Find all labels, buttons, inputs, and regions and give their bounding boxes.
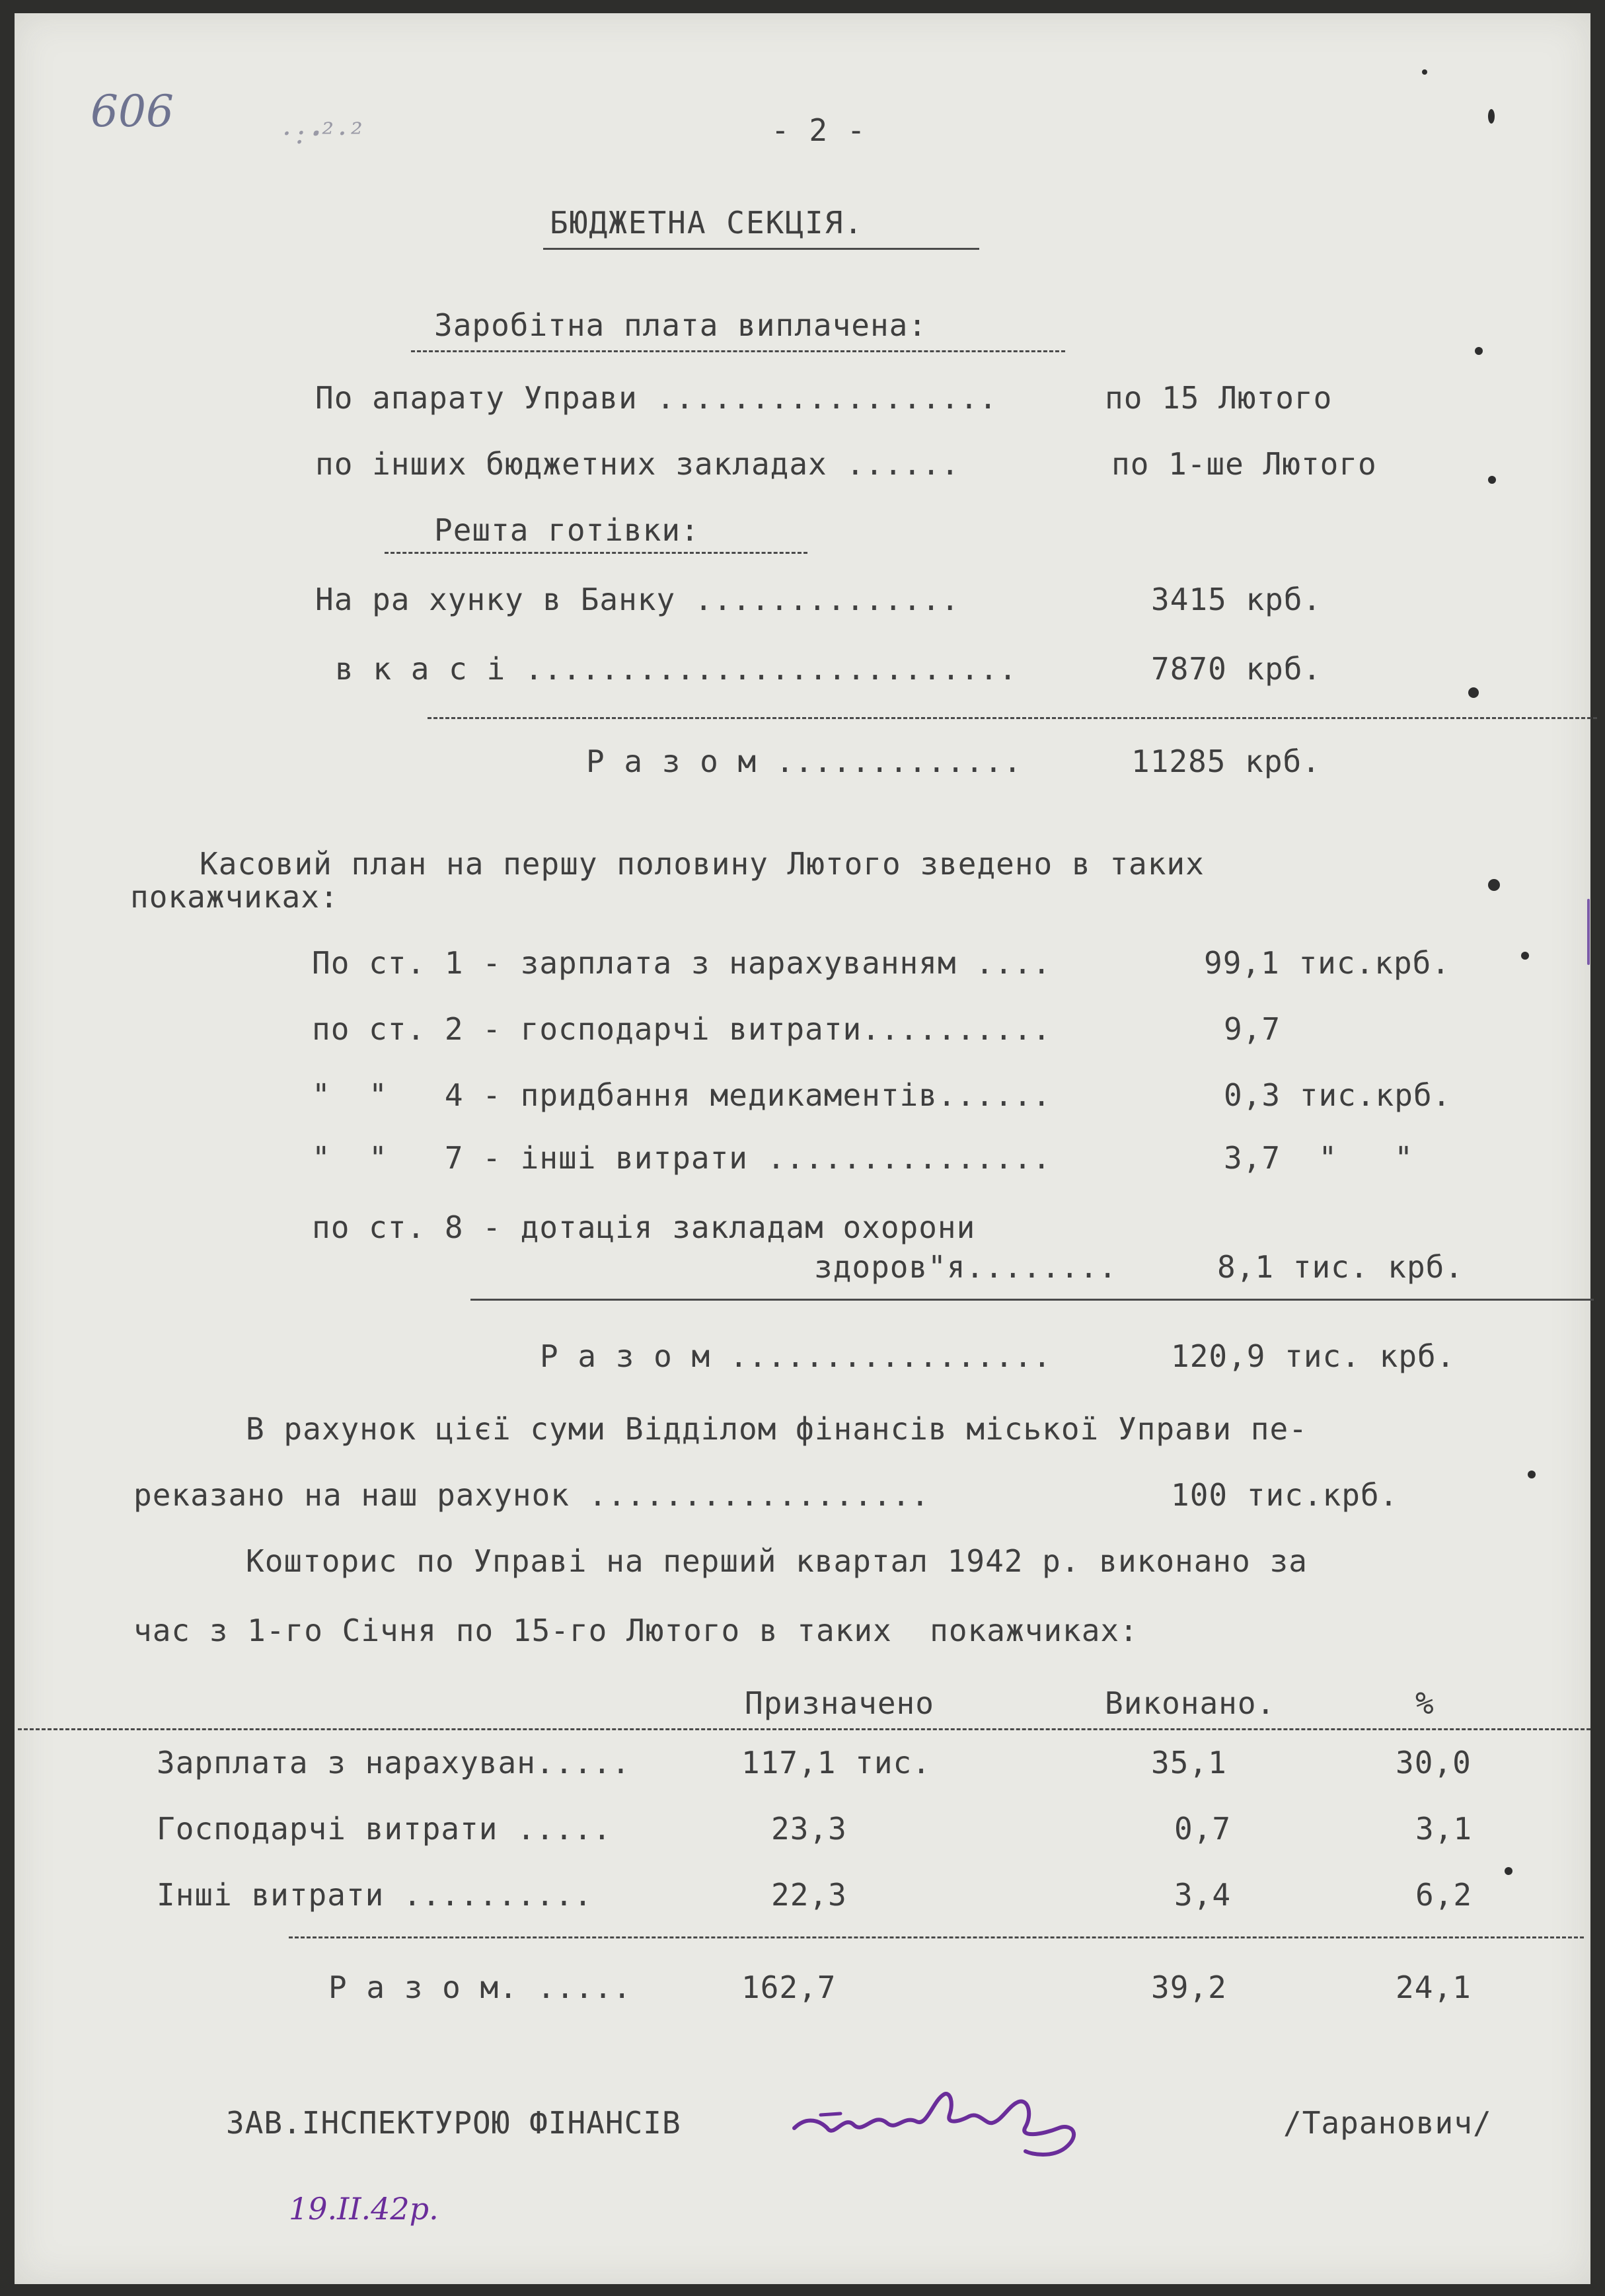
plan-intro: Касовий план на першу половину Лютого зведено в таких bbox=[200, 846, 1205, 882]
cash-total-label: Р а з о м ............. bbox=[586, 744, 1022, 779]
plan-item-value: 99,1 тис.крб. bbox=[1204, 945, 1451, 981]
salary-row: по інших бюджетних закладах ...... bbox=[315, 446, 960, 482]
plan-item-value: 0,3 тис.крб. bbox=[1224, 1077, 1452, 1113]
cash-row-value: 3415 крб. bbox=[1151, 582, 1322, 617]
paper-mark bbox=[1468, 687, 1479, 698]
salary-row-value: по 1-ше Лютого bbox=[1111, 446, 1377, 482]
table-header: % bbox=[1415, 1685, 1435, 1721]
signatory-name: /Таранович/ bbox=[1283, 2105, 1492, 2141]
plan-item: по ст. 2 - господарчі витрати.......... bbox=[312, 1011, 1052, 1047]
cash-heading-underline bbox=[385, 552, 807, 554]
plan-item-value: 8,1 тис. крб. bbox=[1217, 1249, 1464, 1285]
plan-total-value: 120,9 тис. крб. bbox=[1171, 1338, 1456, 1374]
table-cell-done: 35,1 bbox=[1151, 1745, 1227, 1780]
handwritten-date: 19.ІІ.42р. bbox=[289, 2191, 439, 2227]
cash-row-value: 7870 крб. bbox=[1151, 651, 1322, 687]
table-cell-assigned: 117,1 тис. bbox=[741, 1745, 931, 1780]
paper-mark bbox=[1422, 69, 1427, 75]
cash-row: На ра хунку в Банку .............. bbox=[315, 582, 960, 617]
paper-mark bbox=[1488, 879, 1500, 891]
estimate-text: Кошторис по Управі на перший квартал 1942 р. виконано за bbox=[246, 1543, 1308, 1579]
table-cell-done: 3,4 bbox=[1174, 1877, 1232, 1913]
table-row-label: Господарчі витрати ..... bbox=[157, 1811, 612, 1847]
section-title: БЮДЖЕТНА СЕКЦІЯ. bbox=[550, 205, 864, 241]
title-underline bbox=[543, 248, 979, 250]
cash-total-value: 11285 крб. bbox=[1131, 744, 1321, 779]
table-total-done: 39,2 bbox=[1151, 1970, 1227, 2005]
page-number: - 2 - bbox=[771, 112, 866, 148]
table-cell-assigned: 22,3 bbox=[771, 1877, 847, 1913]
table-header: Виконано. bbox=[1105, 1685, 1276, 1721]
table-total-rule bbox=[289, 1936, 1584, 1938]
salary-heading: Заробітна плата виплачена: bbox=[434, 307, 928, 343]
document-page bbox=[15, 13, 1590, 2284]
cash-heading: Решта готівки: bbox=[434, 512, 700, 548]
transfer-value: 100 тис.крб. bbox=[1171, 1477, 1399, 1513]
salary-heading-underline bbox=[411, 350, 1065, 352]
table-row-label: Зарплата з нарахуван..... bbox=[157, 1745, 631, 1780]
archive-number: 606 bbox=[91, 86, 174, 137]
table-total-assigned: 162,7 bbox=[741, 1970, 837, 2005]
paper-mark bbox=[1505, 1867, 1512, 1875]
table-total-label: Р а з о м. ..... bbox=[328, 1970, 632, 2005]
plan-item: " " 4 - придбання медикаментів...... bbox=[312, 1077, 1052, 1113]
paper-mark bbox=[1528, 1471, 1536, 1478]
table-header-rule bbox=[18, 1728, 1590, 1730]
table-cell-pct: 6,2 bbox=[1415, 1877, 1473, 1913]
paper-mark bbox=[1488, 109, 1495, 124]
salary-row-value: по 15 Лютого bbox=[1105, 380, 1333, 416]
plan-item: здоров"я........ bbox=[814, 1249, 1118, 1285]
salary-row: По апарату Управи .................. bbox=[315, 380, 998, 416]
plan-item: По ст. 1 - зарплата з нарахуванням .... bbox=[312, 945, 1052, 981]
table-header: Призначено bbox=[745, 1685, 934, 1721]
table-total-pct: 24,1 bbox=[1396, 1970, 1472, 2005]
cash-total-rule bbox=[428, 717, 1597, 719]
transfer-text: В рахунок цієї суми Відділом фінансів міської Управи пе- bbox=[246, 1411, 1308, 1447]
paper-mark bbox=[1521, 952, 1529, 960]
plan-item-value: 9,7 bbox=[1224, 1011, 1281, 1047]
table-cell-pct: 30,0 bbox=[1396, 1745, 1472, 1780]
paper-mark bbox=[1488, 476, 1496, 484]
plan-total-rule bbox=[470, 1299, 1594, 1301]
table-row-label: Інші витрати .......... bbox=[157, 1877, 593, 1913]
plan-item-value: 3,7 " " bbox=[1224, 1140, 1413, 1176]
paper-mark bbox=[1475, 347, 1483, 355]
signatory-position: ЗАВ.ІНСПЕКТУРОЮ ФІНАНСІВ bbox=[226, 2105, 681, 2141]
table-cell-pct: 3,1 bbox=[1415, 1811, 1473, 1847]
margin-ink-mark bbox=[1587, 899, 1590, 965]
transfer-text: реказано на наш рахунок .................. bbox=[133, 1477, 930, 1513]
plan-item: " " 7 - інші витрати ............... bbox=[312, 1140, 1052, 1176]
table-cell-done: 0,7 bbox=[1174, 1811, 1232, 1847]
plan-item: по ст. 8 - дотація закладам охорони bbox=[312, 1209, 976, 1245]
estimate-text: час з 1-го Січня по 15-го Лютого в таких покажчиках: bbox=[133, 1613, 1138, 1648]
plan-intro: покажчиках: bbox=[130, 879, 339, 915]
table-cell-assigned: 23,3 bbox=[771, 1811, 847, 1847]
faint-stamp: ·:ꞏ²·² bbox=[282, 117, 367, 151]
plan-total-label: Р а з о м ................. bbox=[540, 1338, 1052, 1374]
handwritten-signature bbox=[781, 2075, 1098, 2174]
cash-row: в к а с і .......................... bbox=[335, 651, 1018, 687]
